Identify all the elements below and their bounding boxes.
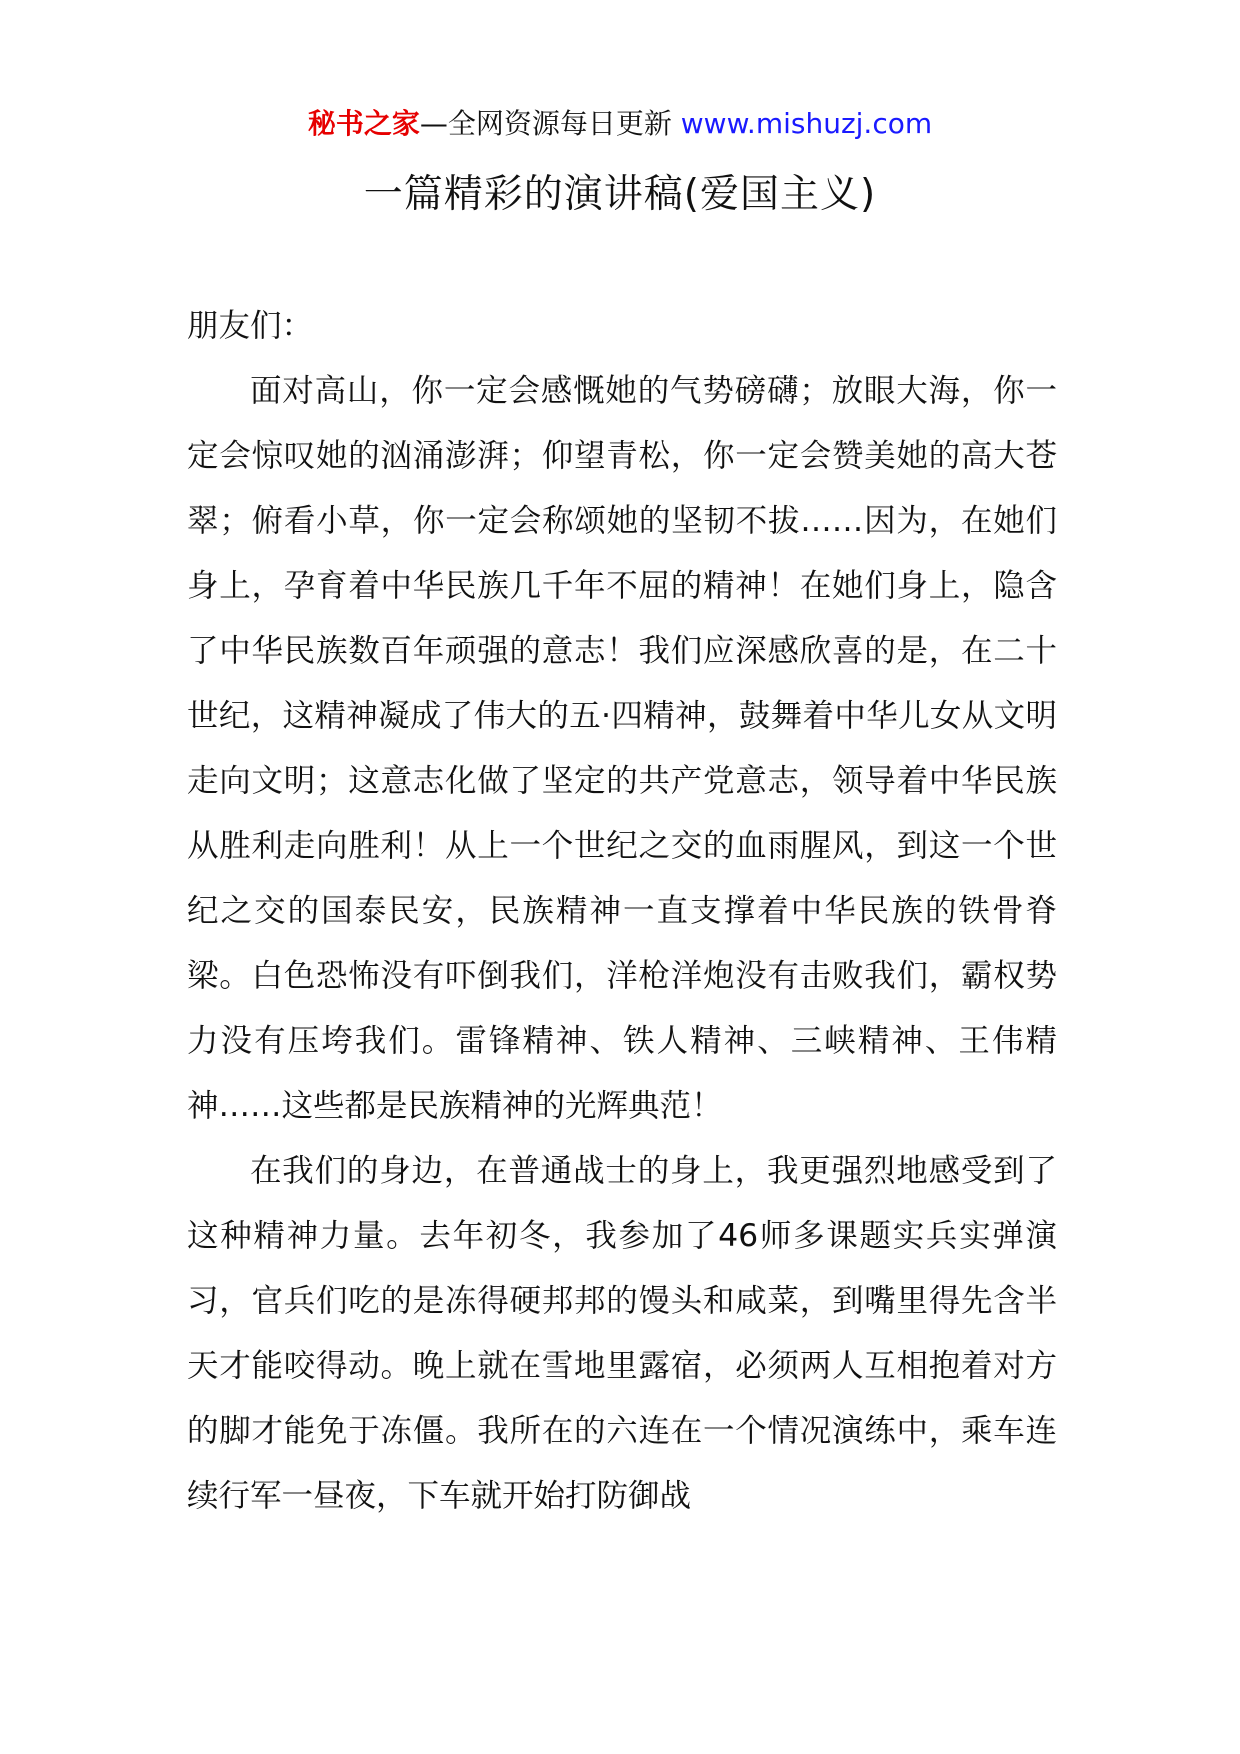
- site-header: [0, 104, 1240, 144]
- paragraph: 面对高山，你一定会感慨她的气势磅礴；放眼大海，你一定会惊叹她的汹涌澎湃；仰望青松，你一定会赞美她的高大苍翠；俯看小草，你一定会称颂她的坚韧不拔……因为，在她们身上，孕育着中华民族几千年不屈的精神！在她们身上，隐含了中华民族数百年顽强的意志！我们应深感欣喜的是，在二十世纪，这精神凝成了伟大的五·四精神，鼓舞着中华儿女从文明走向文明；这意志化做了坚定的共产党意志，领导着中华民族从胜利走向胜利！从上一个世纪之交的血雨腥风，到这一个世纪之交的国泰民安，民族精神一直支撑着中华民族的铁骨脊梁。白色恐怖没有吓倒我们，洋枪洋炮没有击败我们，霸权势力没有压垮我们。雷锋精神、铁人精神、三峡精神、王伟精神……这些都是民族精神的光辉典范！: [187, 373, 1057, 1124]
- document-body: [187, 294, 1057, 1529]
- site-url-link[interactable]: www.mishuzj.com: [680, 107, 933, 140]
- paragraph: 在我们的身边，在普通战士的身上，我更强烈地感受到了这种精神力量。去年初冬，我参加了46师多课题实兵实弹演习，官兵们吃的是冻得硬邦邦的馒头和咸菜，到嘴里得先含半天才能咬得动。晚上就在雪地里露宿，必须两人互相抱着对方的脚才能免于冻僵。我所在的六连在一个情况演练中，乘车连续行军一昼夜，下车就开始打防御战: [187, 1153, 1057, 1514]
- greeting: 朋友们：: [187, 308, 314, 344]
- header-tagline: —全网资源每日更新: [419, 107, 681, 140]
- brand-name: 秘书之家: [307, 107, 420, 140]
- document-title: 一篇精彩的演讲稿(爱国主义): [363, 172, 877, 217]
